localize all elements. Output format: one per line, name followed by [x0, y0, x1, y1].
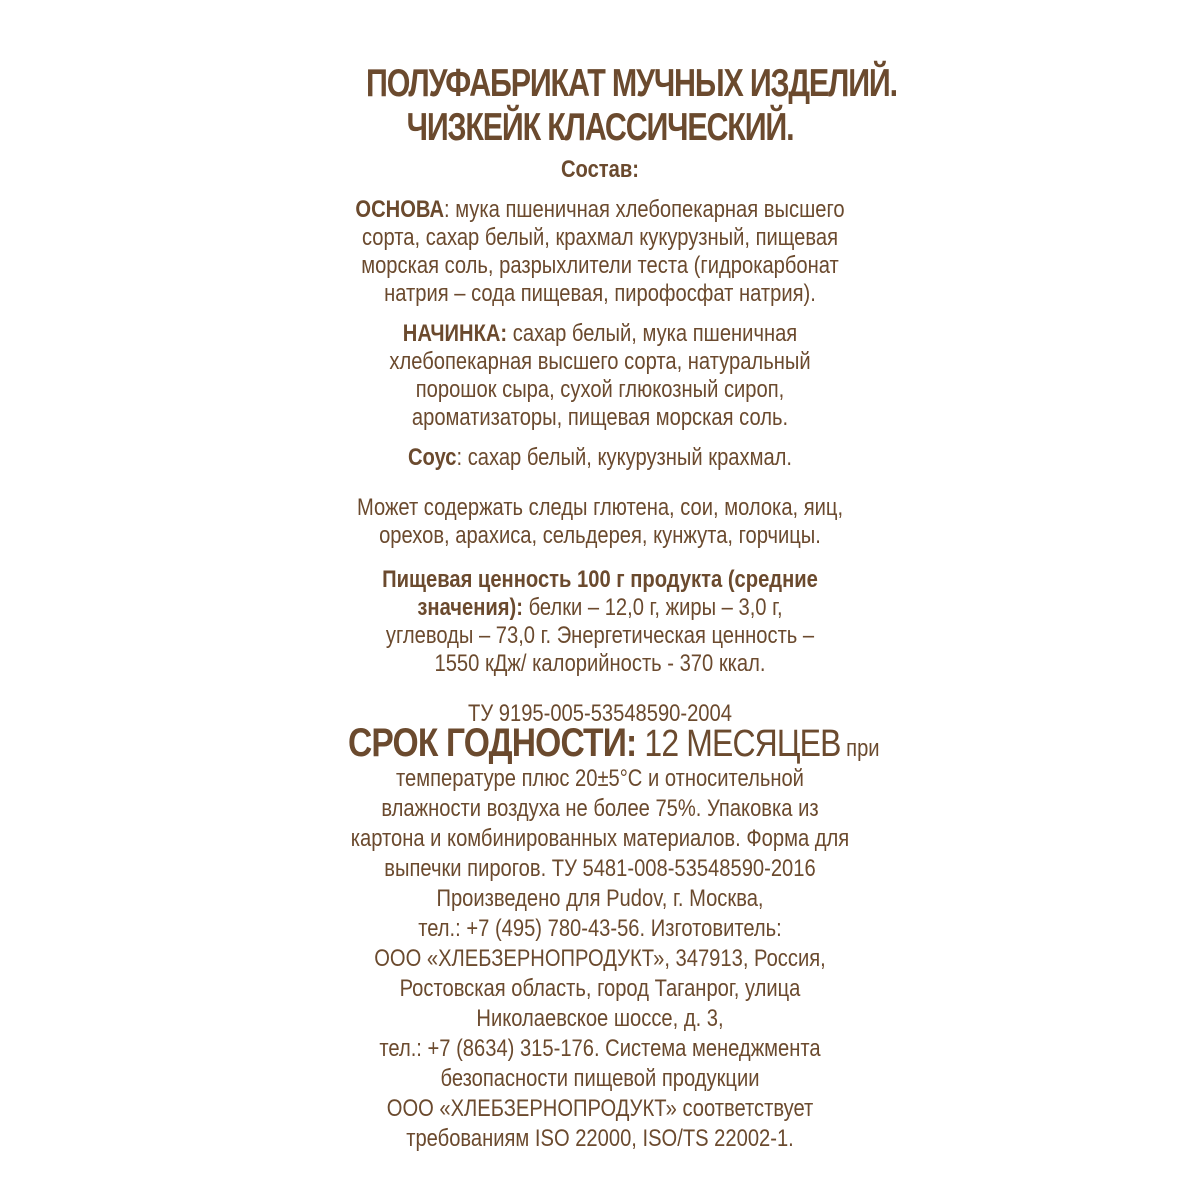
sauce-text: : сахар белый, кукурузный крахмал. — [456, 444, 793, 471]
packaging-line: выпечки пирогов. ТУ 5481-008-53548590-2016 — [384, 855, 816, 882]
shelf-life-suffix: при — [840, 735, 880, 762]
nutrition-values: белки – 12,0 г, жиры – 3,0 г, — [522, 594, 783, 621]
product-standard: ТУ 9195-005-53548590-2004 — [468, 700, 732, 727]
nutrition-values: углеводы – 73,0 г. Энергетическая ценность – — [385, 622, 815, 649]
certification-line: безопасности пищевой продукции — [440, 1065, 760, 1092]
filling-ingredients — [348, 320, 852, 432]
manufacturer-line: ООО «ХЛЕБЗЕРНОПРОДУКТ», 347913, Россия, — [374, 945, 826, 972]
base-ingredients — [348, 196, 852, 308]
sauce-label: Соус — [407, 444, 457, 471]
producer-line: Произведено для Pudov, г. Москва, — [436, 885, 764, 912]
manufacturer-phone: тел.: +7 (8634) 315-176. Система менеджмента — [379, 1035, 821, 1062]
base-text-line: сорта, сахар белый, крахмал кукурузный, пищевая — [361, 224, 838, 251]
certification-line: ООО «ХЛЕБЗЕРНОПРОДУКТ» соответствует — [386, 1095, 814, 1122]
shelf-life-line: влажности воздуха не более 75%. Упаковка из — [381, 795, 819, 822]
product-label — [300, 62, 900, 1154]
filling-text-line: ароматизаторы, пищевая морская соль. — [411, 404, 789, 431]
nutrition-energy: 1550 кДж/ калорийность - 370 ккал. — [434, 650, 766, 677]
filling-label: НАЧИНКА: — [402, 320, 508, 347]
base-text-line: натрия – сода пищевая, пирофосфат натрия). — [384, 280, 816, 307]
base-label: ОСНОВА — [355, 196, 445, 223]
manufacturer-address: Ростовская область, город Таганрог, улица — [399, 975, 801, 1002]
sauce-ingredients — [348, 444, 852, 472]
packaging-line: картона и комбинированных материалов. Форма для — [350, 825, 850, 852]
product-title-line-1: ПОЛУФАБРИКАТ МУЧНЫХ ИЗДЕЛИЙ. — [366, 62, 897, 105]
filling-text-line: порошок сыра, сухой глюкозный сироп, — [415, 376, 785, 403]
shelf-life-value: 12 МЕСЯЦЕВ — [636, 723, 841, 765]
base-text-line: морская соль, разрыхлители теста (гидрокарбонат — [361, 252, 839, 279]
allergen-line: орехов, арахиса, сельдерея, кунжута, горчицы. — [379, 522, 821, 549]
certification-line: требованиям ISO 22000, ISO/TS 22002-1. — [406, 1125, 794, 1152]
composition-heading: Состав: — [560, 156, 640, 183]
product-title-line-2: ЧИЗКЕЙК КЛАССИЧЕСКИЙ. — [406, 106, 794, 149]
filling-text-line: хлебопекарная высшего сорта, натуральный — [389, 348, 811, 375]
manufacturer-address: Николаевское шоссе, д. 3, — [476, 1005, 724, 1032]
nutrition-facts — [348, 566, 852, 678]
shelf-life-line: температуре плюс 20±5°С и относительной — [396, 765, 804, 792]
shelf-life-block — [348, 721, 880, 1154]
nutrition-label: Пищевая ценность 100 г продукта (средние — [382, 566, 818, 593]
nutrition-label-end: значения): — [417, 594, 523, 621]
filling-text-line: сахар белый, мука пшеничная — [507, 320, 798, 347]
allergen-line: Может содержать следы глютена, сои, молока, яиц, — [356, 494, 844, 521]
base-text-line: : мука пшеничная хлебопекарная высшего — [444, 196, 845, 223]
allergen-warning — [348, 494, 852, 550]
shelf-life-label: СРОК ГОДНОСТИ: — [348, 721, 637, 765]
producer-phone: тел.: +7 (495) 780-43-56. Изготовитель: — [418, 915, 782, 942]
